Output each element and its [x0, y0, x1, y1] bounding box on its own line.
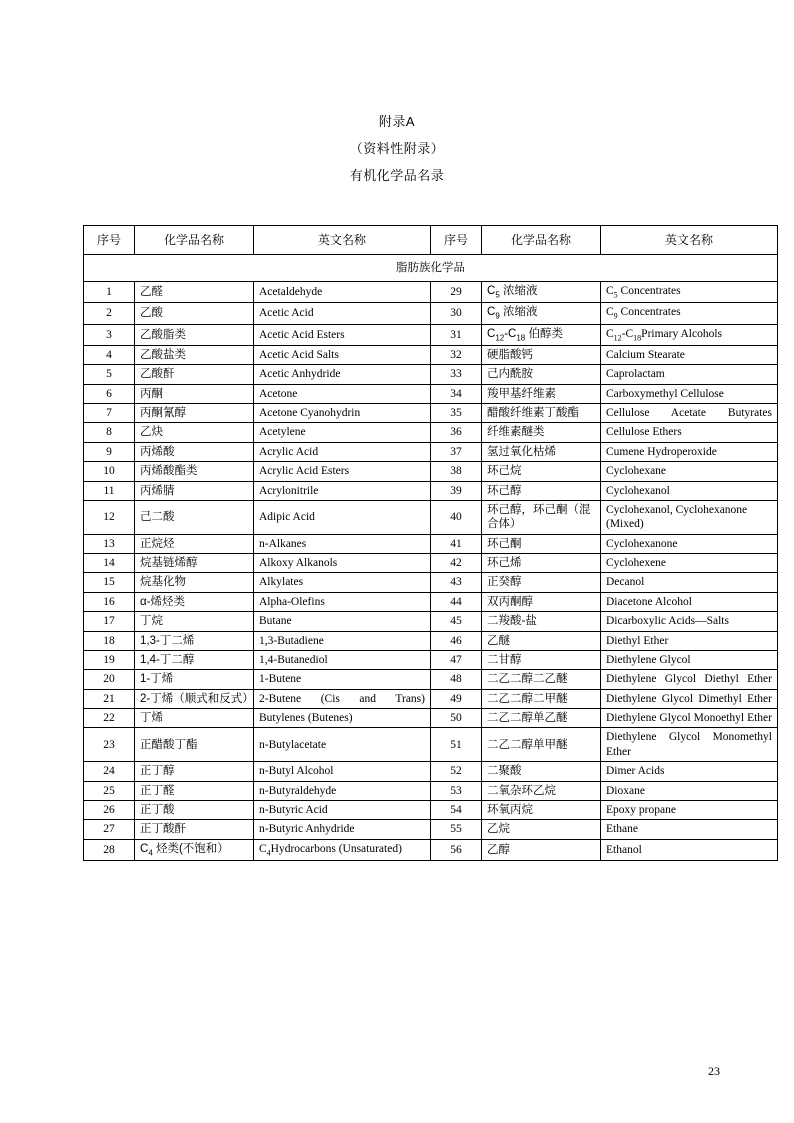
chemical-name-cn-right: 二羧酸-盐: [482, 612, 601, 631]
chemical-name-en-right: $C_{12}-C_{18}Primary$ Alcohols: [601, 324, 778, 345]
header-cn-right: 化学品名称: [482, 226, 601, 255]
row-index-right: 51: [431, 728, 482, 762]
chemical-name-en-right: Cellulose Ethers: [601, 423, 778, 442]
row-index-right: 45: [431, 612, 482, 631]
row-index-right: 54: [431, 800, 482, 819]
chemical-name-en-left: n-Butyric Acid: [254, 800, 431, 819]
table-row: [84, 839, 778, 860]
chemical-name-cn-left: 丙酮: [135, 384, 254, 403]
chemical-name-en-right: Cyclohexanol, Cyclohexanone (Mixed): [601, 500, 778, 534]
chemical-name-en-right: Epoxy propane: [601, 800, 778, 819]
chemical-name-cn-left: 己二酸: [135, 500, 254, 534]
chemical-name-en-right: Diethyl Ether: [601, 631, 778, 650]
header-no-left: 序号: [84, 226, 135, 255]
table-row: [84, 423, 778, 442]
chemical-name-cn-left: 丁烷: [135, 612, 254, 631]
table-row: [84, 282, 778, 303]
chemical-name-en-right: Decanol: [601, 573, 778, 592]
row-index-left: 24: [84, 762, 135, 781]
row-index-right: 39: [431, 481, 482, 500]
chemical-name-en-right: Cyclohexanol: [601, 481, 778, 500]
row-index-left: 16: [84, 592, 135, 611]
header-cn-left: 化学品名称: [135, 226, 254, 255]
row-index-left: 22: [84, 709, 135, 728]
table-row: [84, 573, 778, 592]
chemical-name-en-left: Alkoxy Alkanols: [254, 554, 431, 573]
row-index-right: 46: [431, 631, 482, 650]
chemical-name-en-left: Acetic Anhydride: [254, 365, 431, 384]
row-index-right: 32: [431, 345, 482, 364]
chemical-name-cn-left: 正丁醇: [135, 762, 254, 781]
chemical-name-cn-left: 1,3-丁二烯: [135, 631, 254, 650]
chemical-name-en-right: Cyclohexanone: [601, 534, 778, 553]
table-row: [84, 800, 778, 819]
chemical-name-cn-right: 硬脂酸钙: [482, 345, 601, 364]
chemical-name-cn-right: 环己醇，环己酮（混合体）: [482, 500, 601, 534]
chemical-name-cn-left: 乙酸: [135, 303, 254, 324]
chemical-table-wrapper: [83, 225, 772, 861]
row-index-left: 15: [84, 573, 135, 592]
chemical-name-en-left: n-Butylacetate: [254, 728, 431, 762]
chemical-name-en-left: n-Butyric Anhydride: [254, 820, 431, 839]
chemical-name-en-left: 2-Butene (Cis and Trans): [254, 689, 431, 708]
table-row: [84, 481, 778, 500]
row-index-right: 37: [431, 442, 482, 461]
chemical-name-cn-left: 乙酸脂类: [135, 324, 254, 345]
chemical-name-en-right: Diethylene Glycol: [601, 650, 778, 669]
chemical-name-en-left: Alkylates: [254, 573, 431, 592]
table-body: [84, 255, 778, 861]
table-header: [84, 226, 778, 255]
row-index-right: 40: [431, 500, 482, 534]
chemical-name-cn-right: 二乙二醇二甲醚: [482, 689, 601, 708]
row-index-right: 31: [431, 324, 482, 345]
chemical-name-en-left: Acetaldehyde: [254, 282, 431, 303]
table-row: [84, 762, 778, 781]
chemical-name-en-right: Caprolactam: [601, 365, 778, 384]
row-index-right: 33: [431, 365, 482, 384]
chemical-name-cn-left: 正烷烃: [135, 534, 254, 553]
section-title: 脂肪族化学品: [84, 255, 778, 282]
row-index-left: 27: [84, 820, 135, 839]
appendix-list-title: 有机化学品名录: [349, 168, 445, 183]
row-index-right: 41: [431, 534, 482, 553]
table-row: [84, 670, 778, 689]
chemical-name-en-right: Cellulose Acetate Butyrates: [601, 404, 778, 423]
chemical-name-cn-left: 2-丁烯（顺式和反式）: [135, 689, 254, 708]
chemical-name-en-left: 1-Butene: [254, 670, 431, 689]
chemical-name-cn-right: 纤维素醚类: [482, 423, 601, 442]
row-index-left: 1: [84, 282, 135, 303]
chemical-name-en-left: Acrylic Acid: [254, 442, 431, 461]
row-index-right: 55: [431, 820, 482, 839]
chemical-name-en-left: Acetic Acid Esters: [254, 324, 431, 345]
chemical-list-table: [83, 225, 778, 861]
chemical-name-cn-left: 烷基化物: [135, 573, 254, 592]
row-index-left: 8: [84, 423, 135, 442]
row-index-left: 3: [84, 324, 135, 345]
chemical-name-en-right: Dimer Acids: [601, 762, 778, 781]
row-index-left: 17: [84, 612, 135, 631]
row-index-right: 35: [431, 404, 482, 423]
chemical-name-cn-right: 二乙二醇二乙醚: [482, 670, 601, 689]
chemical-name-en-left: Acrylonitrile: [254, 481, 431, 500]
chemical-name-en-left: Alpha-Olefins: [254, 592, 431, 611]
table-row: [84, 345, 778, 364]
chemical-name-en-right: Cyclohexene: [601, 554, 778, 573]
chemical-name-en-left: 1,3-Butadiene: [254, 631, 431, 650]
table-row: [84, 592, 778, 611]
appendix-heading: 附录A: [378, 114, 416, 129]
chemical-name-en-right: Cumene Hydroperoxide: [601, 442, 778, 461]
chemical-name-cn-right: 环己烯: [482, 554, 601, 573]
chemical-name-cn-left: $C_4$ 烃类(不饱和）: [135, 839, 254, 860]
header-no-right: 序号: [431, 226, 482, 255]
chemical-name-cn-left: 正丁醛: [135, 781, 254, 800]
appendix-subheading: （资料性附录）: [349, 141, 445, 156]
chemical-name-cn-right: $C_5$ 浓缩液: [482, 282, 601, 303]
row-index-left: 23: [84, 728, 135, 762]
chemical-name-cn-left: 正醋酸丁酯: [135, 728, 254, 762]
row-index-left: 18: [84, 631, 135, 650]
chemical-name-cn-left: 丁烯: [135, 709, 254, 728]
table-row: [84, 534, 778, 553]
chemical-name-en-right: Dioxane: [601, 781, 778, 800]
row-index-left: 6: [84, 384, 135, 403]
chemical-name-cn-right: $C_{12}-C_{18}$ 伯醇类: [482, 324, 601, 345]
table-header-row: [84, 226, 778, 255]
chemical-name-en-left: Acrylic Acid Esters: [254, 462, 431, 481]
chemical-name-cn-right: 二甘醇: [482, 650, 601, 669]
chemical-name-cn-right: 正癸醇: [482, 573, 601, 592]
row-index-right: 43: [431, 573, 482, 592]
chemical-name-en-left: n-Butyraldehyde: [254, 781, 431, 800]
chemical-name-cn-left: 乙酸盐类: [135, 345, 254, 364]
chemical-name-cn-left: 烷基链烯醇: [135, 554, 254, 573]
header-en-right: 英文名称: [601, 226, 778, 255]
chemical-name-en-left: Butane: [254, 612, 431, 631]
table-row: [84, 689, 778, 708]
chemical-name-en-right: Carboxymethyl Cellulose: [601, 384, 778, 403]
row-index-right: 30: [431, 303, 482, 324]
row-index-right: 53: [431, 781, 482, 800]
row-index-left: 25: [84, 781, 135, 800]
chemical-name-en-left: 1,4-Butanediol: [254, 650, 431, 669]
row-index-left: 19: [84, 650, 135, 669]
chemical-name-cn-right: $C_9$ 浓缩液: [482, 303, 601, 324]
row-index-left: 9: [84, 442, 135, 461]
chemical-name-en-right: Diethylene Glycol Dimethyl Ether: [601, 689, 778, 708]
chemical-name-cn-right: 乙烷: [482, 820, 601, 839]
row-index-right: 38: [431, 462, 482, 481]
table-row: [84, 404, 778, 423]
table-row: [84, 631, 778, 650]
row-index-left: 14: [84, 554, 135, 573]
chemical-name-en-left: Adipic Acid: [254, 500, 431, 534]
table-row: [84, 462, 778, 481]
row-index-right: 47: [431, 650, 482, 669]
chemical-name-en-right: $C_5$ Concentrates: [601, 282, 778, 303]
row-index-left: 28: [84, 839, 135, 860]
row-index-left: 26: [84, 800, 135, 819]
chemical-name-en-right: Cyclohexane: [601, 462, 778, 481]
chemical-name-cn-left: 丙烯酸酯类: [135, 462, 254, 481]
chemical-name-cn-right: 乙醇: [482, 839, 601, 860]
table-row: [84, 709, 778, 728]
chemical-name-en-right: Dicarboxylic Acids—Salts: [601, 612, 778, 631]
chemical-name-cn-left: 乙醛: [135, 282, 254, 303]
chemical-name-cn-right: 环己烷: [482, 462, 601, 481]
chemical-name-cn-left: 正丁酸酐: [135, 820, 254, 839]
chemical-name-en-right: Diethylene Glycol Monoethyl Ether: [601, 709, 778, 728]
row-index-left: 7: [84, 404, 135, 423]
chemical-name-cn-right: 二氧杂环乙烷: [482, 781, 601, 800]
chemical-name-cn-left: 1,4-丁二醇: [135, 650, 254, 669]
table-row: [84, 500, 778, 534]
chemical-name-en-right: Diethylene Glycol Monomethyl Ether: [601, 728, 778, 762]
chemical-name-cn-right: 羧甲基纤维素: [482, 384, 601, 403]
chemical-name-cn-left: 乙酸酐: [135, 365, 254, 384]
table-row: [84, 365, 778, 384]
chemical-name-en-left: Acetylene: [254, 423, 431, 442]
chemical-name-cn-right: 己内酰胺: [482, 365, 601, 384]
chemical-name-cn-right: 环己酮: [482, 534, 601, 553]
row-index-right: 49: [431, 689, 482, 708]
chemical-name-cn-left: α-烯烃类: [135, 592, 254, 611]
chemical-name-en-left: Butylenes (Butenes): [254, 709, 431, 728]
chemical-name-cn-right: 二聚酸: [482, 762, 601, 781]
chemical-name-en-right: Ethane: [601, 820, 778, 839]
table-row: [84, 781, 778, 800]
chemical-name-en-right: Diethylene Glycol Diethyl Ether: [601, 670, 778, 689]
row-index-left: 5: [84, 365, 135, 384]
table-row: [84, 612, 778, 631]
row-index-right: 48: [431, 670, 482, 689]
row-index-right: 50: [431, 709, 482, 728]
row-index-left: 12: [84, 500, 135, 534]
chemical-name-en-left: Acetone: [254, 384, 431, 403]
row-index-left: 10: [84, 462, 135, 481]
row-index-right: 44: [431, 592, 482, 611]
chemical-name-cn-left: 丙烯酸: [135, 442, 254, 461]
chemical-name-en-left: $C_4Hydrocarbons$ (Unsaturated): [254, 839, 431, 860]
row-index-right: 36: [431, 423, 482, 442]
row-index-right: 56: [431, 839, 482, 860]
row-index-left: 4: [84, 345, 135, 364]
chemical-name-en-left: Acetone Cyanohydrin: [254, 404, 431, 423]
row-index-left: 20: [84, 670, 135, 689]
chemical-name-cn-right: 醋酸纤维素丁酸酯: [482, 404, 601, 423]
table-row: [84, 650, 778, 669]
row-index-right: 52: [431, 762, 482, 781]
chemical-name-cn-right: 环氧丙烷: [482, 800, 601, 819]
chemical-name-cn-right: 乙醚: [482, 631, 601, 650]
row-index-left: 11: [84, 481, 135, 500]
chemical-name-cn-left: 1-丁烯: [135, 670, 254, 689]
chemical-name-en-left: n-Alkanes: [254, 534, 431, 553]
chemical-name-cn-right: 环己醇: [482, 481, 601, 500]
chemical-name-en-left: Acetic Acid: [254, 303, 431, 324]
chemical-name-en-right: Calcium Stearate: [601, 345, 778, 364]
row-index-right: 29: [431, 282, 482, 303]
chemical-name-cn-left: 正丁酸: [135, 800, 254, 819]
row-index-left: 21: [84, 689, 135, 708]
appendix-title-block: [0, 0, 794, 189]
chemical-name-en-left: n-Butyl Alcohol: [254, 762, 431, 781]
table-row: [84, 554, 778, 573]
chemical-name-cn-left: 丙酮氰醇: [135, 404, 254, 423]
row-index-right: 34: [431, 384, 482, 403]
chemical-name-cn-right: 二乙二醇单甲醚: [482, 728, 601, 762]
row-index-left: 13: [84, 534, 135, 553]
row-index-left: 2: [84, 303, 135, 324]
table-row: [84, 728, 778, 762]
chemical-name-en-right: $C_9$ Concentrates: [601, 303, 778, 324]
chemical-name-en-right: Diacetone Alcohol: [601, 592, 778, 611]
chemical-name-cn-right: 氢过氧化枯烯: [482, 442, 601, 461]
chemical-name-cn-right: 双丙酮醇: [482, 592, 601, 611]
table-row: [84, 820, 778, 839]
row-index-right: 42: [431, 554, 482, 573]
chemical-name-en-left: Acetic Acid Salts: [254, 345, 431, 364]
chemical-name-cn-left: 丙烯腈: [135, 481, 254, 500]
page-number: 23: [708, 1064, 720, 1078]
chemical-name-en-right: Ethanol: [601, 839, 778, 860]
table-row: [84, 384, 778, 403]
table-row: [84, 324, 778, 345]
chemical-name-cn-right: 二乙二醇单乙醚: [482, 709, 601, 728]
table-row: [84, 442, 778, 461]
table-row: [84, 303, 778, 324]
header-en-left: 英文名称: [254, 226, 431, 255]
chemical-name-cn-left: 乙炔: [135, 423, 254, 442]
table-section-row: [84, 255, 778, 282]
